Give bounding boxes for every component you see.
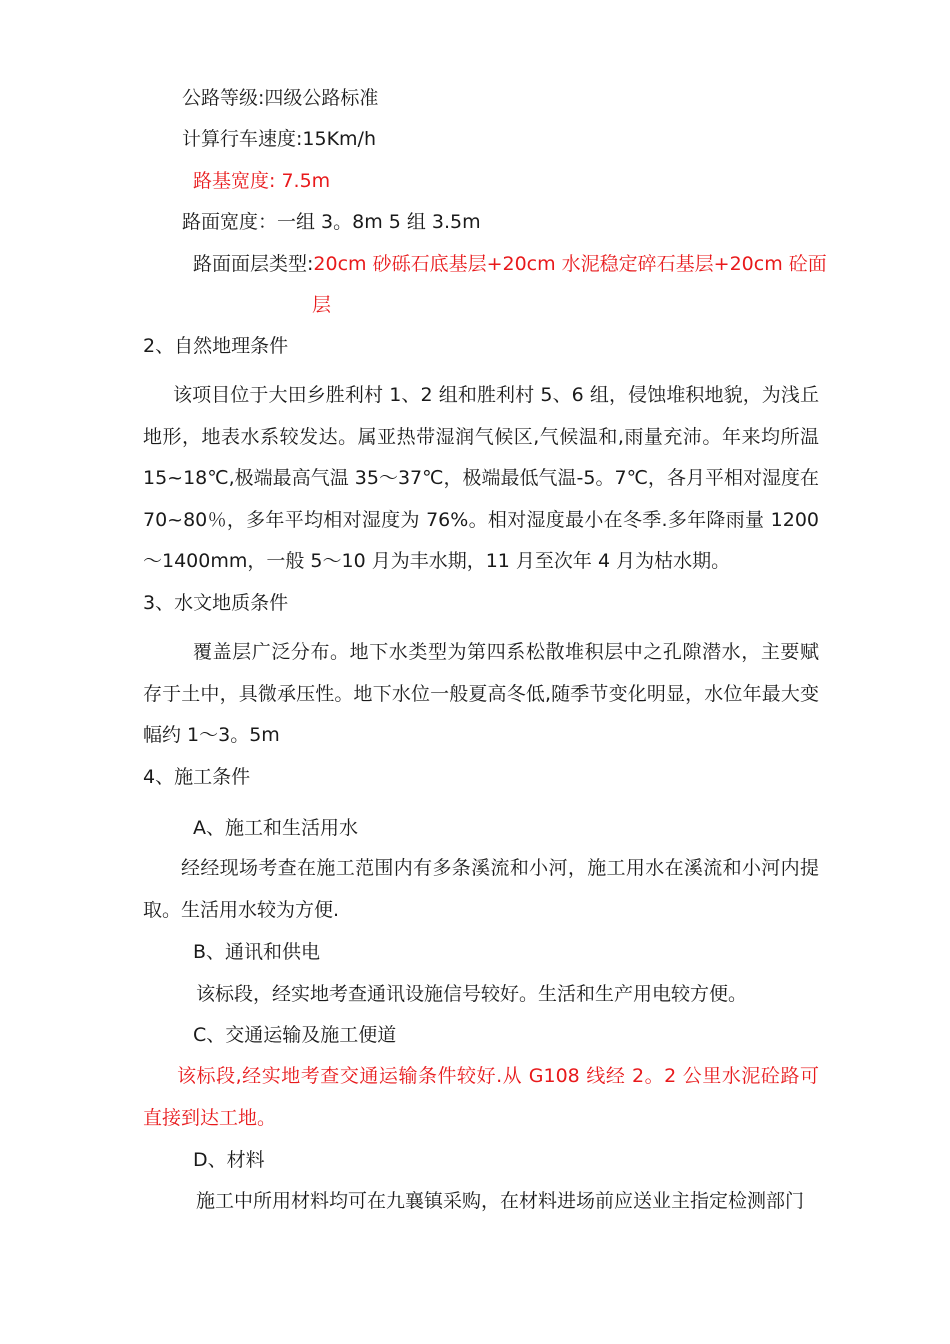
subsection-a-body: 经经现场考查在施工范围内有多条溪流和小河，施工用水在溪流和小河内提取。生活用水较为方便. (143, 857, 819, 921)
surface-type (193, 252, 827, 276)
section-4-heading: 4、施工条件 (143, 766, 251, 788)
section-3-heading: 3、水文地质条件 (143, 592, 289, 614)
design-speed: 计算行车速度:15Km/h (182, 128, 376, 150)
subsection-b-heading: B、通讯和供电 (193, 941, 321, 963)
subsection-d-body: 施工中所用材料均可在九襄镇采购，在材料进场前应送业主指定检测部门 (196, 1190, 805, 1212)
surface-type-label: 路面面层类型: (193, 253, 314, 275)
section-2-body: 该项目位于大田乡胜利村 1、2 组和胜利村 5、6 组，侵蚀堆积地貌，为浅丘地形，地表水系较发达。属亚热带湿润气候区,气候温和,雨量充沛。年来均所温 15~18℃,极端最高气温 35～37℃，极端最低气温-5。7℃，各月平相对湿度在 70~80％，多年平均相对湿度为 76%。相对湿度最小在冬季.多年降雨量 1200～1400mm，一般 5～10 月为丰水期，11 月至次年 4 月为枯水期。 (143, 384, 819, 572)
subsection-c-heading: C、交通运输及施工便道 (193, 1024, 397, 1046)
surface-type-value: 20cm 砂砾石底基层+20cm 水泥稳定碎石基层+20cm 砼面 (313, 253, 827, 275)
section-2-heading: 2、自然地理条件 (143, 335, 289, 357)
subgrade-width: 路基宽度: 7.5m (193, 170, 331, 192)
subsection-a-heading: A、施工和生活用水 (193, 817, 358, 839)
subsection-c-body: 该标段,经实地考查交通运输条件较好.从 G108 线经 2。2 公里水泥砼路可直接到达工地。 (143, 1065, 819, 1129)
pavement-width: 路面宽度：一组 3。8m 5 组 3.5m (182, 211, 481, 233)
section-3-body: 覆盖层广泛分布。地下水类型为第四系松散堆积层中之孔隙潜水，主要赋存于土中，具微承压性。地下水位一般夏高冬低,随季节变化明显，水位年最大变幅约 1～3。5m (143, 641, 819, 746)
subsection-b-body: 该标段，经实地考查通讯设施信号较好。生活和生产用电较方便。 (196, 983, 748, 1005)
subsection-d-heading: D、材料 (193, 1149, 265, 1171)
road-grade: 公路等级:四级公路标准 (182, 87, 379, 109)
surface-type-continuation: 层 (312, 294, 332, 316)
